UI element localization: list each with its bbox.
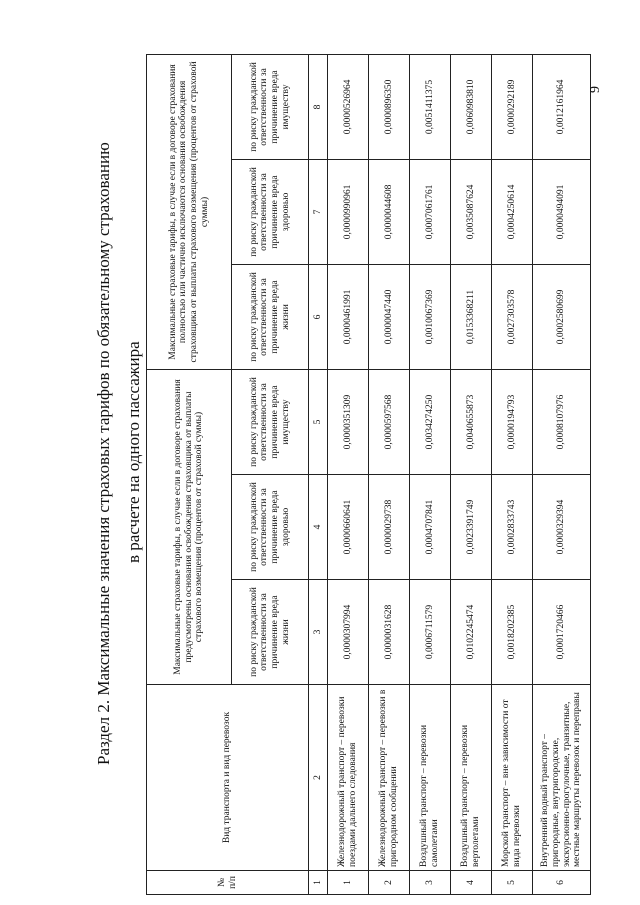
value-cell: 0,0002580699 <box>533 264 591 369</box>
subheader-a-property: по риску гражданской ответственности за причинение вреда имуществу <box>232 369 309 474</box>
value-cell: 0,0000896350 <box>369 54 410 159</box>
row-transport-name: Железнодорожный транспорт – перевозки поездами дальнего следования <box>328 685 369 871</box>
row-transport-name: Внутренний водный транспорт – пригородные, внутригородские, экскурсионно-прогулочные, транзитные, местные маршруты перевозок и переправы <box>533 685 591 871</box>
column-index: 7 <box>309 159 328 264</box>
value-cell: 0,0012161964 <box>533 54 591 159</box>
value-cell: 0,0000351309 <box>328 369 369 474</box>
subheader-b-life: по риску гражданской ответственности за причинение вреда жизни <box>232 264 309 369</box>
value-cell: 0,0000660641 <box>328 475 369 580</box>
subheader-a-life: по риску гражданской ответственности за причинение вреда жизни <box>232 580 309 685</box>
value-cell: 0,0000990961 <box>328 159 369 264</box>
value-cell: 0,0006711579 <box>410 580 451 685</box>
table-row <box>492 54 533 894</box>
table-row <box>410 54 451 894</box>
value-cell: 0,0102245474 <box>451 580 492 685</box>
value-cell: 0,0010067369 <box>410 264 451 369</box>
table-row <box>369 54 410 894</box>
value-cell: 0,0051411375 <box>410 54 451 159</box>
section-title: Раздел 2. Максимальные значения страховых тарифов по обязательному страхованию <box>94 142 113 765</box>
value-cell: 0,0027303578 <box>492 264 533 369</box>
row-number: 2 <box>369 871 410 895</box>
value-cell: 0,0000194793 <box>492 369 533 474</box>
value-cell: 0,0002833743 <box>492 475 533 580</box>
value-cell: 0,0004707841 <box>410 475 451 580</box>
column-index: 5 <box>309 369 328 474</box>
value-cell: 0,0034274250 <box>410 369 451 474</box>
tariff-table <box>146 54 591 895</box>
row-number: 4 <box>451 871 492 895</box>
value-cell: 0,0000307994 <box>328 580 369 685</box>
column-index: 1 <box>309 871 328 895</box>
table-row <box>533 54 591 894</box>
subheader-a-health: по риску гражданской ответственности за причинение вреда здоровью <box>232 475 309 580</box>
row-transport-name: Воздушный транспорт – перевозки самолетами <box>410 685 451 871</box>
value-cell: 0,0023391749 <box>451 475 492 580</box>
row-transport-name: Железнодорожный транспорт – перевозки в пригородном сообщении <box>369 685 410 871</box>
column-index: 4 <box>309 475 328 580</box>
value-cell: 0,0000526964 <box>328 54 369 159</box>
column-index: 6 <box>309 264 328 369</box>
header-transport-type: Вид транспорта и вид перевозок <box>147 685 309 871</box>
column-index: 2 <box>309 685 328 871</box>
header-group-a: Максимальные страховые тарифы, в случае если в договоре страхования предусмотрены основания освобождения страховщика от выплаты страхового возмещения (процентов от страховой суммы) <box>147 369 232 684</box>
row-number: 6 <box>533 871 591 895</box>
row-number: 3 <box>410 871 451 895</box>
value-cell: 0,0008107976 <box>533 369 591 474</box>
row-transport-name: Воздушный транспорт – перевозки вертолетами <box>451 685 492 871</box>
value-cell: 0,0001720466 <box>533 580 591 685</box>
header-number: № п/п <box>147 871 309 895</box>
row-number: 1 <box>328 871 369 895</box>
subheader-b-health: по риску гражданской ответственности за причинение вреда здоровью <box>232 159 309 264</box>
value-cell: 0,0000031628 <box>369 580 410 685</box>
value-cell: 0,0060983810 <box>451 54 492 159</box>
table-row <box>451 54 492 894</box>
page-number: 9 <box>588 86 603 93</box>
column-index: 3 <box>309 580 328 685</box>
table-row <box>328 54 369 894</box>
value-cell: 0,0000029738 <box>369 475 410 580</box>
header-group-b: Максимальные страховые тарифы, в случае если в договоре страхования полностью или частично исключаются основания освобождения страховщика от выплаты страхового возмещения (процентов от страховой суммы) <box>147 54 232 369</box>
subheader-b-property: по риску гражданской ответственности за причинение вреда имуществу <box>232 54 309 159</box>
value-cell: 0,0000047440 <box>369 264 410 369</box>
column-index: 8 <box>309 54 328 159</box>
value-cell: 0,0000044608 <box>369 159 410 264</box>
row-number: 5 <box>492 871 533 895</box>
value-cell: 0,0018202385 <box>492 580 533 685</box>
value-cell: 0,0000494091 <box>533 159 591 264</box>
value-cell: 0,0000329394 <box>533 475 591 580</box>
value-cell: 0,0000292189 <box>492 54 533 159</box>
row-transport-name: Морской транспорт – вне зависимости от вида перевозки <box>492 685 533 871</box>
value-cell: 0,0035087624 <box>451 159 492 264</box>
section-subtitle: в расчете на одного пассажира <box>124 341 143 563</box>
value-cell: 0,0000461991 <box>328 264 369 369</box>
value-cell: 0,0007061761 <box>410 159 451 264</box>
value-cell: 0,0000597568 <box>369 369 410 474</box>
value-cell: 0,0153368211 <box>451 264 492 369</box>
value-cell: 0,0004250614 <box>492 159 533 264</box>
value-cell: 0,0040655873 <box>451 369 492 474</box>
